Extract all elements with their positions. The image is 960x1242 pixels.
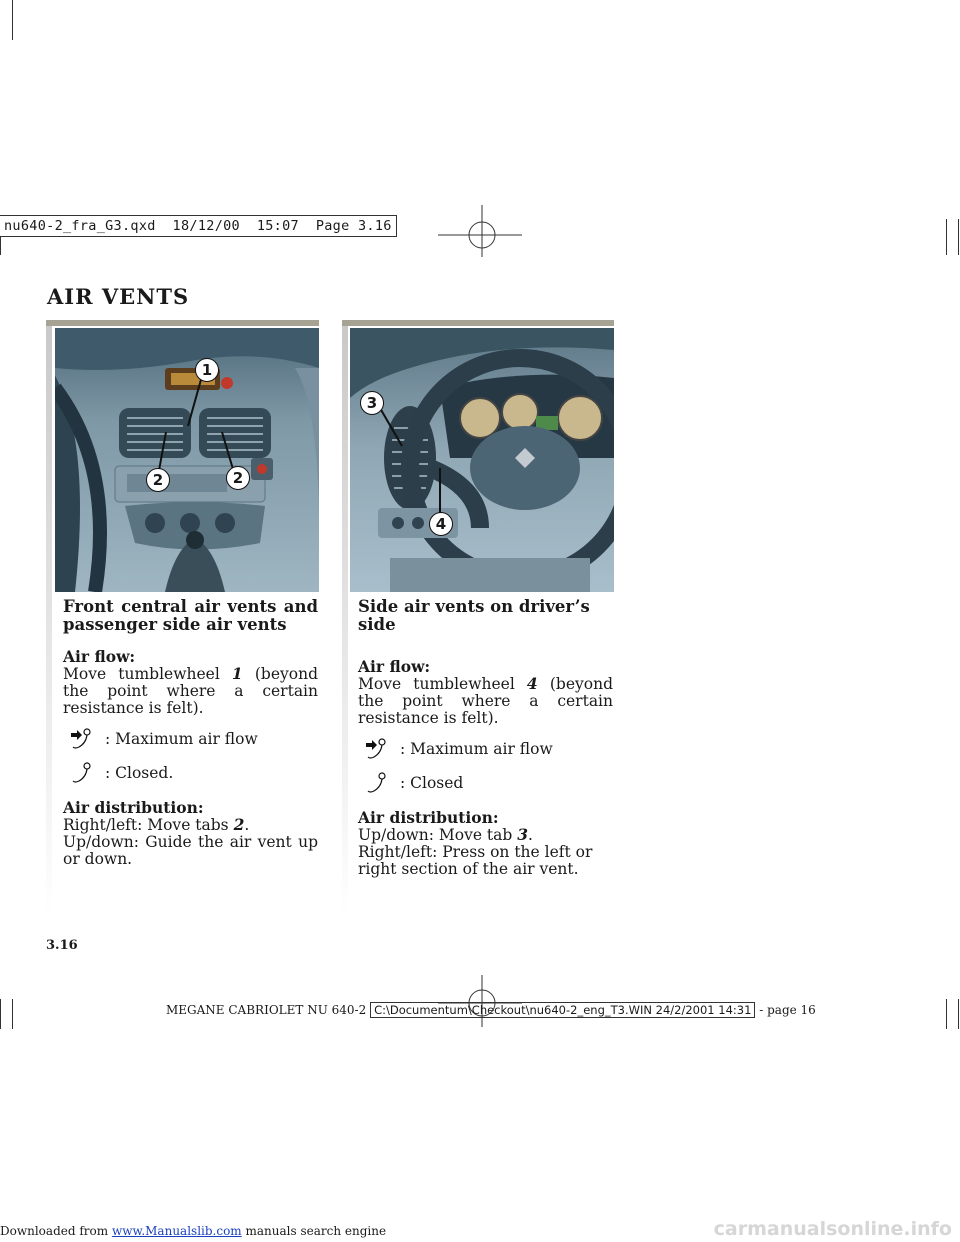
footer-page: - page 16 xyxy=(759,1003,816,1017)
crop-mark xyxy=(946,999,947,1029)
distribution-heading: Air distribution: xyxy=(358,808,499,827)
closed-label: : Closed xyxy=(400,773,464,792)
max-airflow-icon xyxy=(69,727,93,751)
crop-mark xyxy=(12,999,13,1029)
column-band xyxy=(342,326,348,916)
download-notice xyxy=(0,1224,386,1238)
dashboard-center-photo xyxy=(55,328,319,592)
callout-1: 1 xyxy=(195,358,219,382)
registration-target xyxy=(438,205,522,257)
closed-row xyxy=(63,759,318,787)
registration-target xyxy=(438,975,522,1027)
driver-side-photo xyxy=(350,328,614,592)
crop-mark xyxy=(946,219,947,255)
airflow-text: Move tumblewheel 4 (beyond the point where a certain resistance is felt). xyxy=(358,674,613,727)
airflow-text: Move tumblewheel 1 (beyond the point where a certain resistance is felt). xyxy=(63,664,318,717)
callout-lines xyxy=(350,328,614,592)
callout-3: 3 xyxy=(360,391,384,415)
callout-2: 2 xyxy=(146,468,170,492)
left-column xyxy=(63,598,318,868)
download-prefix: Downloaded from xyxy=(0,1224,112,1238)
airflow-heading: Air flow: xyxy=(358,657,431,676)
crop-mark xyxy=(958,219,959,255)
callout-lines xyxy=(55,328,319,592)
watermark: carmanualsonline.info xyxy=(713,1218,952,1240)
print-slug: nu640-2_fra_G3.qxd 18/12/00 15:07 Page 3.16 xyxy=(0,215,397,237)
crop-mark xyxy=(0,999,1,1029)
max-flow-row xyxy=(358,735,613,763)
column-band xyxy=(46,326,52,916)
download-suffix: manuals search engine xyxy=(241,1224,387,1238)
max-flow-label: : Maximum air flow xyxy=(400,739,553,758)
column-topbar xyxy=(342,320,614,326)
max-flow-label: : Maximum air flow xyxy=(105,729,258,748)
distribution-line: Up/down: Move tab 3. xyxy=(358,825,533,844)
callout-2: 2 xyxy=(226,466,250,490)
right-column xyxy=(358,598,613,878)
crop-mark xyxy=(12,0,13,40)
crop-mark xyxy=(958,999,959,1029)
callout-4: 4 xyxy=(429,512,453,536)
page-number: 3.16 xyxy=(46,938,78,953)
column-topbar xyxy=(46,320,319,326)
airflow-heading: Air flow: xyxy=(63,647,136,666)
section-heading: Front central air vents and passenger side air vents xyxy=(63,597,318,634)
footer-path: C:\Documentum\Checkout\nu640-2_eng_T3.WIN 24/2/2001 14:31 xyxy=(370,1002,755,1018)
footer-doc: MEGANE CABRIOLET NU 640-2 xyxy=(166,1003,367,1017)
closed-row xyxy=(358,769,613,797)
distribution-line: Right/left: Move tabs 2. xyxy=(63,815,250,834)
closed-label: : Closed. xyxy=(105,763,174,782)
distribution-line: Right/left: Press on the left or right section of the air vent. xyxy=(358,843,593,878)
manualslib-link[interactable]: www.Manualslib.com xyxy=(111,1224,242,1238)
closed-airflow-icon xyxy=(364,771,388,795)
max-flow-row xyxy=(63,725,318,753)
page-title: AIR VENTS xyxy=(47,284,190,309)
distribution-heading: Air distribution: xyxy=(63,798,204,817)
max-airflow-icon xyxy=(364,737,388,761)
closed-airflow-icon xyxy=(69,761,93,785)
print-footer xyxy=(166,1003,816,1017)
distribution-line: Up/down: Guide the air vent up or down. xyxy=(63,833,318,868)
section-heading: Side air vents on driver’s side xyxy=(358,597,590,634)
